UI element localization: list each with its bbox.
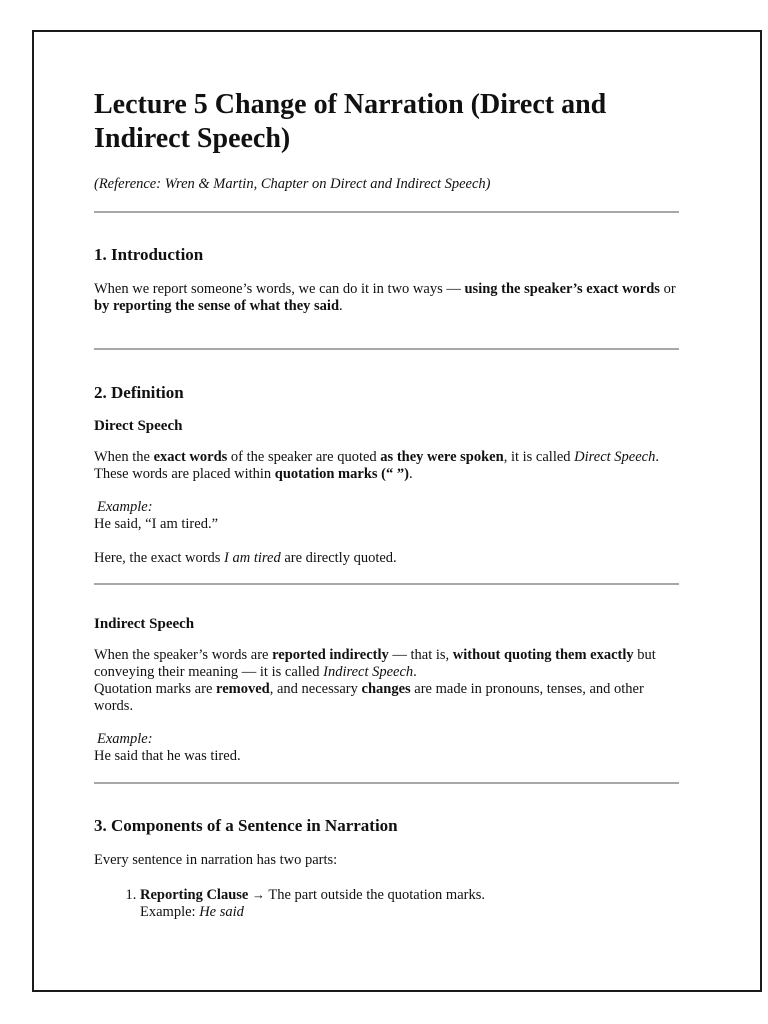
indirect-italic-1: Indirect Speech (323, 664, 414, 680)
components-list (94, 886, 679, 921)
direct-p2-bold-1: quotation marks (“ ”) (274, 466, 409, 482)
section-heading-definition: 2. Definition (94, 383, 184, 402)
direct-p2-text-1: These words are placed within (94, 466, 275, 482)
component-example-value: He said (199, 904, 244, 920)
indirect-bold-1: reported indirectly (272, 647, 389, 663)
subheading-direct-speech: Direct Speech (94, 418, 183, 434)
direct-bold-2: as they were spoken (380, 449, 504, 465)
indirect-speech-changes-note (94, 681, 679, 715)
indirect-p2-bold-1: removed (216, 681, 270, 697)
component-description: The part outside the quotation marks. (264, 887, 485, 903)
component-label: Reporting Clause (140, 887, 249, 903)
indirect-text-2: — that is, (388, 647, 453, 663)
indirect-bold-2: without quoting them exactly (452, 647, 634, 663)
direct-note-text-1: Here, the exact words (94, 550, 225, 566)
indirect-text-3: but conveying their meaning — it is called (94, 647, 656, 680)
lecture-title: Lecture 5 Change of Narration (Direct and Indirect Speech) (94, 89, 607, 154)
intro-text-1: When we report someone’s words, we can do it in two ways — (94, 281, 465, 297)
section-divider (94, 782, 679, 784)
list-item (140, 886, 679, 921)
section-divider (94, 348, 679, 350)
section-divider (94, 583, 679, 585)
indirect-p2-text-2: , and necessary (269, 681, 362, 697)
direct-example-note (94, 550, 679, 567)
intro-bold-1: using the speaker’s exact words (464, 281, 660, 297)
direct-example-label: Example: (97, 499, 153, 515)
direct-text-4: . (655, 449, 659, 465)
direct-text-1: When the (94, 449, 154, 465)
indirect-p2-text-1: Quotation marks are (94, 681, 217, 697)
introduction-paragraph (94, 281, 679, 315)
indirect-example-text: He said that he was tired. (94, 748, 241, 764)
section-heading-components: 3. Components of a Sentence in Narration (94, 816, 398, 835)
document-page (32, 30, 762, 992)
intro-bold-2: by reporting the sense of what they said (94, 298, 340, 314)
direct-speech-quotation-note (94, 466, 679, 483)
document-content (94, 88, 679, 921)
indirect-example-label: Example: (97, 731, 153, 747)
indirect-p2-bold-2: changes (361, 681, 411, 697)
direct-note-italic: I am tired (224, 550, 281, 566)
direct-italic-1: Direct Speech (574, 449, 656, 465)
component-example-prefix: Example: (140, 904, 200, 920)
intro-text-3: . (339, 298, 343, 314)
indirect-p2-text-3: are made in pronouns, tenses, and other words. (94, 681, 644, 714)
indirect-speech-definition (94, 647, 679, 681)
indirect-text-1: When the speaker’s words are (94, 647, 273, 663)
direct-p2-text-2: . (408, 466, 413, 482)
direct-text-3: , it is called (503, 449, 575, 465)
reference-note: (Reference: Wren & Martin, Chapter on Direct and Indirect Speech) (94, 176, 491, 192)
section-divider (94, 211, 679, 213)
direct-bold-1: exact words (153, 449, 228, 465)
direct-speech-definition (94, 449, 679, 466)
intro-text-2: or (659, 281, 676, 297)
subheading-indirect-speech: Indirect Speech (94, 616, 195, 632)
direct-text-2: of the speaker are quoted (227, 449, 381, 465)
right-arrow-icon: → (251, 887, 265, 902)
section-heading-introduction: 1. Introduction (94, 245, 204, 264)
direct-example-text: He said, “I am tired.” (94, 516, 219, 532)
indirect-text-4: . (413, 664, 417, 680)
direct-note-text-2: are directly quoted. (280, 550, 397, 566)
components-intro: Every sentence in narration has two parts: (94, 852, 338, 868)
